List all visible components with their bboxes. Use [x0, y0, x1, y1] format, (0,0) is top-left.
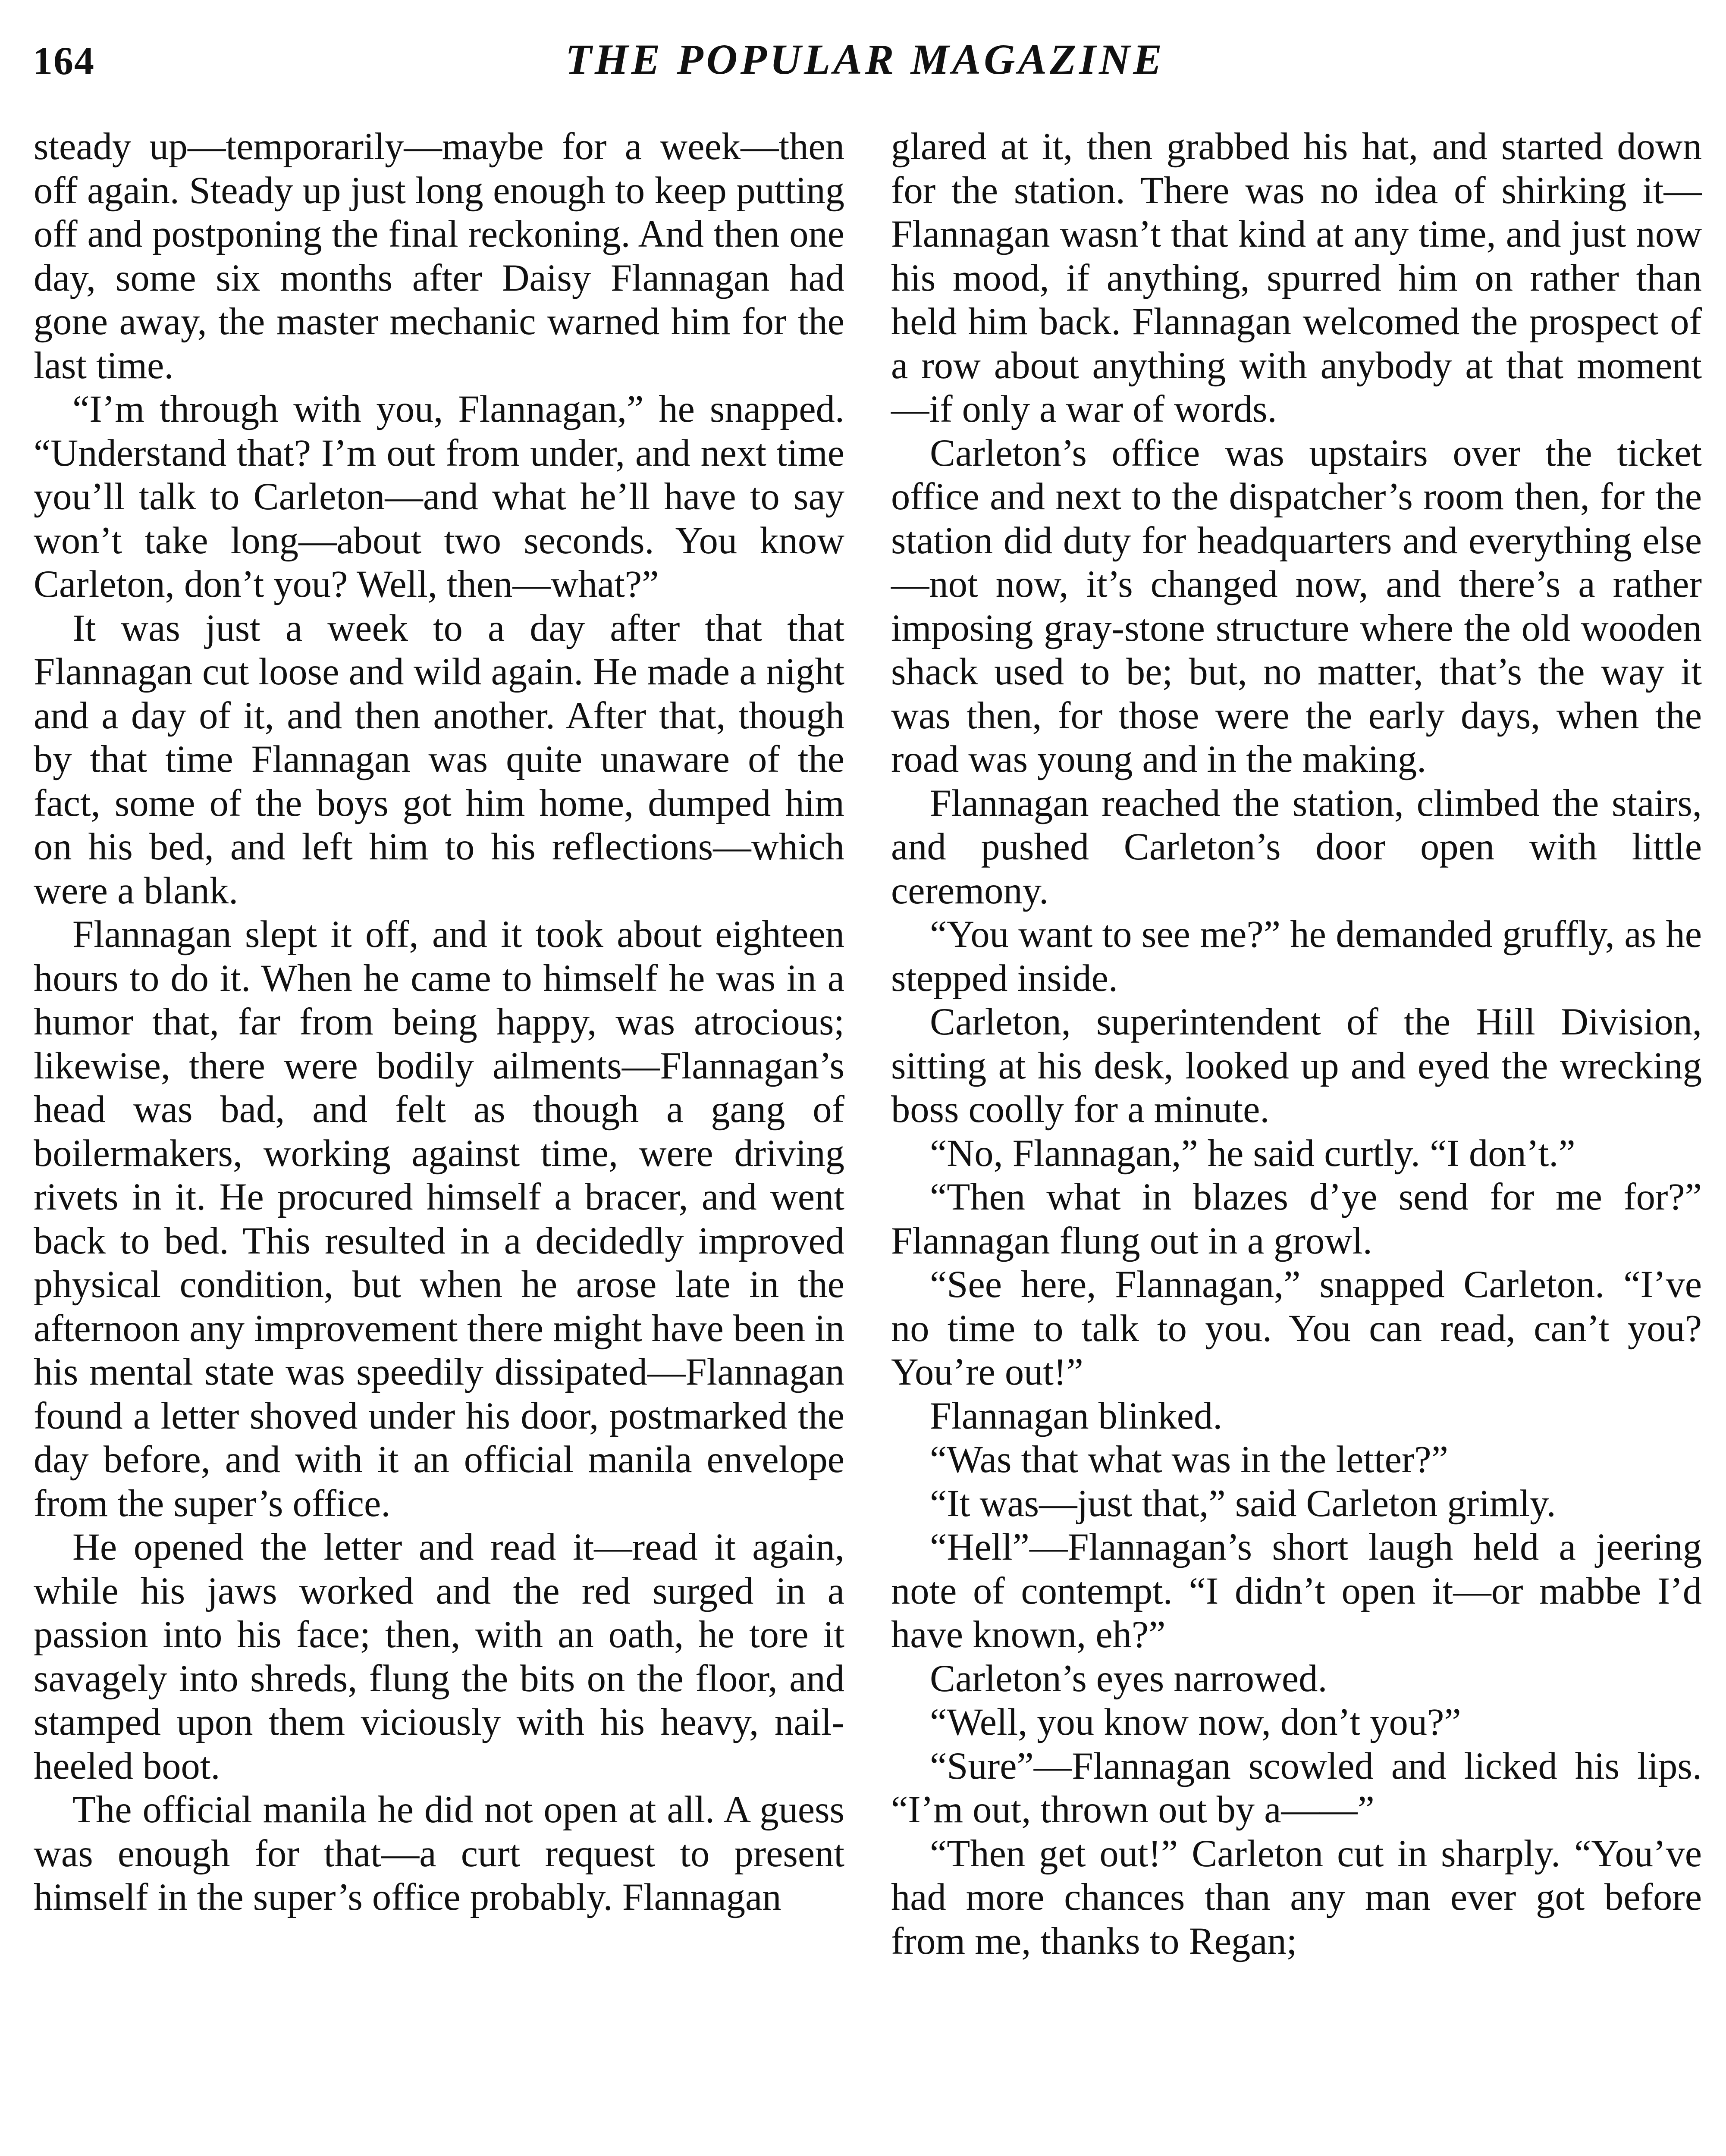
paragraph: steady up—temporarily—maybe for a week—then off again. Steady up just long enough to keep putting off and postponing the final reckoning. And then one day, some six months after Daisy Flannagan had gone away, the master mechanic warned him for the last time. [34, 125, 844, 387]
page-header [33, 34, 1698, 98]
paragraph: Carleton’s eyes narrowed. [930, 1657, 1327, 1700]
paragraph: “Then get out!” Carleton cut in sharply. “You’ve had more chances than any man ever got before from me, thanks to Regan; [891, 1832, 1702, 1962]
paragraph: “I’m through with you, Flannagan,” he snapped. “Understand that? I’m out from under, and next time you’ll talk to Carleton—and what he’ll have to say won’t take long—about two seconds. You know Carleton, don’t you? Well, then—what?” [34, 388, 844, 605]
paragraph: Flannagan slept it off, and it took about eighteen hours to do it. When he came to himself he was in a humor that, far from being happy, was atrocious; likewise, there were bodily ailments—Flannagan’s head was bad, and felt as though a gang of boilermakers, working against time, were driving rivets in it. He procured himself a bracer, and went back to bed. This resulted in a decidedly improved physical condition, but when he arose late in the afternoon any improvement there might have been in his mental state was speedily dissipated—Flannagan found a letter shoved under his door, postmarked the day before, and with it an official manila envelope from the super’s office. [34, 913, 844, 1525]
paragraph: Flannagan reached the station, climbed the stairs, and pushed Carleton’s door open with little ceremony. [891, 782, 1702, 912]
paragraph: glared at it, then grabbed his hat, and started down for the station. There was no idea of shirking it—Flannagan wasn’t that kind at any time, and just now his mood, if anything, spurred him on rather than held him back. Flannagan welcomed the prospect of a row about anything with anybody at that moment—if only a war of words. [891, 125, 1702, 430]
paragraph: He opened the letter and read it—read it again, while his jaws worked and the red surged in a passion into his face; then, with an oath, he tore it savagely into shreds, flung the bits on the floor, and stamped upon them viciously with his heavy, nail-heeled boot. [34, 1526, 844, 1787]
paragraph: Carleton, superintendent of the Hill Division, sitting at his desk, looked up and eyed the wrecking boss coolly for a minute. [891, 1001, 1702, 1131]
paragraph: Flannagan blinked. [930, 1395, 1223, 1437]
paragraph: “Well, you know now, don’t you?” [930, 1701, 1461, 1743]
paragraph: “It was—just that,” said Carleton grimly. [930, 1482, 1556, 1525]
right-column [891, 125, 1702, 1963]
paragraph: “Then what in blazes d’ye send for me for?” Flannagan flung out in a growl. [891, 1176, 1702, 1262]
left-column [34, 125, 844, 1920]
paragraph: The official manila he did not open at all. A guess was enough for that—a curt request to present himself in the super’s office probably. Flannagan [34, 1789, 844, 1918]
paragraph: “Hell”—Flannagan’s short laugh held a jeering note of contempt. “I didn’t open it—or mabbe I’d have known, eh?” [891, 1526, 1702, 1656]
running-title: THE POPULAR MAGAZINE [565, 35, 1165, 83]
page-number: 164 [33, 39, 95, 83]
paragraph: “No, Flannagan,” he said curtly. “I don’t.” [930, 1132, 1575, 1175]
paragraph: “You want to see me?” he demanded gruffly, as he stepped inside. [891, 913, 1702, 1000]
paragraph: “Was that what was in the letter?” [930, 1438, 1448, 1481]
paragraph: “Sure”—Flannagan scowled and licked his lips. “I’m out, thrown out by a——” [891, 1745, 1702, 1831]
paragraph: It was just a week to a day after that that Flannagan cut loose and wild again. He made a night and a day of it, and then another. After that, though by that time Flannagan was quite unaware of the fact, some of the boys got him home, dumped him on his bed, and left him to his reflections—which were a blank. [34, 607, 844, 912]
paragraph: Carleton’s office was upstairs over the ticket office and next to the dispatcher’s room then, for the station did duty for headquarters and everything else—not now, it’s changed now, and there’s a rather imposing gray-stone structure where the old wooden shack used to be; but, no matter, that’s the way it was then, for those were the early days, when the road was young and in the making. [891, 432, 1702, 780]
paragraph: “See here, Flannagan,” snapped Carleton. “I’ve no time to talk to you. You can read, can’t you? You’re out!” [891, 1263, 1702, 1393]
